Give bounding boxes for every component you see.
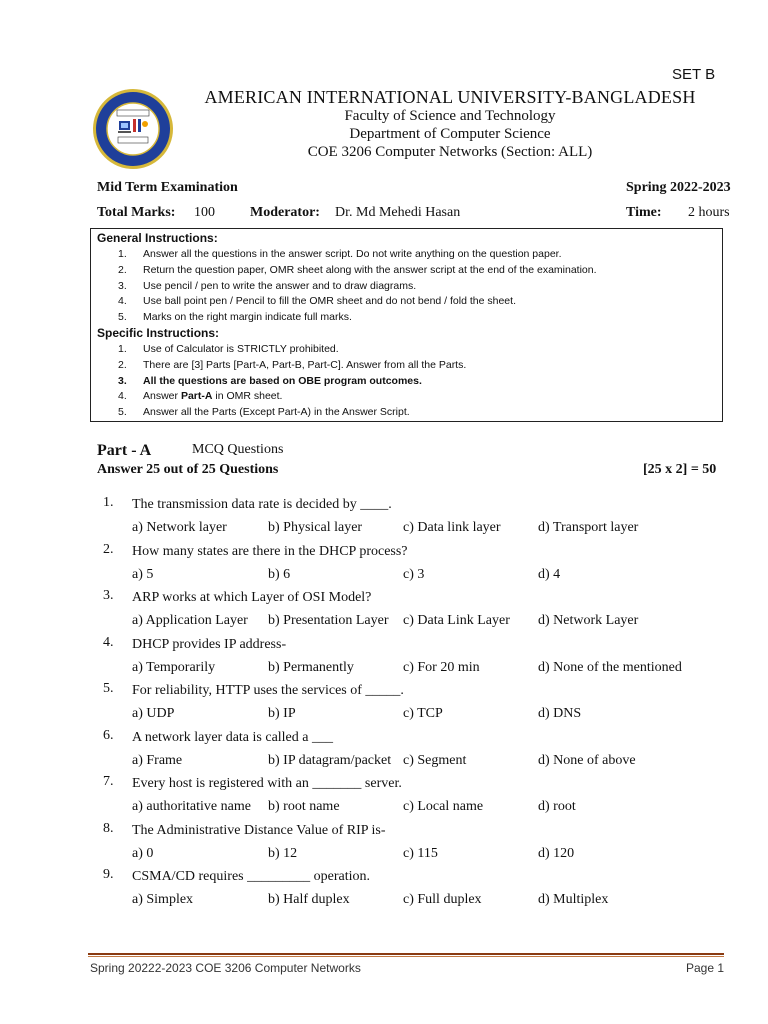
option-c: c) Segment [403,752,467,768]
question-1 [0,495,768,541]
option-a: a) Application Layer [132,613,248,628]
question-number: 9. [103,867,114,882]
footer-divider [88,953,724,955]
list-item: 1. Answer all the questions in the answer script. Do not write anything on the question paper. [118,248,562,260]
part-a-marks: [25 x 2] = 50 [643,462,717,477]
option-d: d) Multiplex [538,892,609,907]
moderator-label: Moderator: [250,205,320,220]
department-name: Department of Computer Science [349,126,551,142]
question-text: CSMA/CD requires _________ operation. [132,869,370,884]
general-instructions-list [118,247,597,326]
option-b: b) IP datagram/packet [268,752,392,768]
question-6 [0,728,768,774]
set-label: SET B [672,66,716,83]
option-a: a) Temporarily [132,659,216,675]
list-item: 2. There are [3] Parts [Part-A, Part-B, Part-C]. Answer from all the Parts. [118,358,467,371]
option-c: c) For 20 min [403,659,480,675]
question-number: 6. [103,727,114,743]
question-8 [0,821,768,867]
course-title: COE 3206 Computer Networks (Section: ALL) [307,144,593,160]
list-item: 3. Use pencil / pen to write the answer and to draw diagrams. [118,279,417,292]
list-item: 5. Marks on the right margin indicate full marks. [118,311,352,324]
option-d: d) root [538,799,576,814]
list-item: 4. Use ball point pen / Pencil to fill the OMR sheet and do not bend / fold the sheet. [118,295,516,308]
question-text: How many states are there in the DHCP process? [132,543,408,559]
option-b: b) 6 [268,566,291,582]
question-9 [0,867,768,913]
question-number: 1. [103,495,114,510]
question-text: Every host is registered with an _______ server. [132,776,402,791]
option-d: d) 120 [538,845,575,861]
option-d: d) None of above [538,752,636,768]
option-c: c) Data Link Layer [403,613,510,628]
time-value: 2 hours [688,205,730,220]
option-b: b) IP [268,706,296,721]
answer-note: Answer 25 out of 25 Questions [97,462,279,477]
option-d: d) DNS [538,706,582,721]
question-number: 5. [103,681,114,696]
option-d: d) Network Layer [538,613,639,628]
question-text: ARP works at which Layer of OSI Model? [132,590,372,605]
list-item: 1. Use of Calculator is STRICTLY prohibited. [118,343,339,355]
total-marks-value: 100 [194,205,215,220]
footer-divider-thin [88,956,724,957]
question-number: 7. [103,774,114,789]
university-name: AMERICAN INTERNATIONAL UNIVERSITY-BANGLADESH [204,87,696,107]
time-label: Time: [626,205,662,220]
question-text: The Administrative Distance Value of RIP is- [132,822,386,838]
exam-type: Mid Term Examination [97,180,238,195]
option-a: a) UDP [132,706,175,721]
option-c: c) 115 [403,845,438,861]
footer-course: Spring 20222-2023 COE 3206 Computer Networks [90,961,361,975]
question-text: DHCP provides IP address- [132,636,287,652]
question-text: A network layer data is called a ___ [132,729,333,745]
option-b: b) Presentation Layer [268,613,389,628]
option-c: c) TCP [403,706,443,721]
instructions-box [90,228,723,422]
question-4 [0,635,768,681]
list-item: 2. Return the question paper, OMR sheet along with the answer script at the end of the examination. [118,263,597,276]
question-text: The transmission data rate is decided by ____. [132,497,392,512]
question-number: 3. [103,588,114,603]
question-7 [0,774,768,820]
option-d: d) 4 [538,566,561,582]
page-number: Page 1 [686,961,725,975]
option-a: a) Simplex [132,892,194,907]
question-number: 8. [103,820,114,836]
option-c: c) Local name [403,799,484,814]
list-item: 5. Answer all the Parts (Except Part-A) in the Answer Script. [118,406,410,419]
option-d: d) None of the mentioned [538,659,682,675]
option-a: a) Network layer [132,520,227,535]
option-b: b) Permanently [268,659,354,675]
question-number: 2. [103,541,114,557]
option-a: a) authoritative name [132,799,251,814]
option-a: a) 5 [132,566,154,582]
option-b: b) Half duplex [268,892,350,907]
option-b: b) root name [268,799,340,814]
total-marks-label: Total Marks: [97,205,176,220]
specific-instructions-list [118,342,466,421]
specific-instructions-title: Specific Instructions: [97,326,220,340]
option-a: a) 0 [132,845,154,861]
question-text: For reliability, HTTP uses the services of _____. [132,683,404,698]
part-a-title: Part - A [97,442,152,459]
semester: Spring 2022-2023 [626,180,731,195]
option-a: a) Frame [132,752,183,768]
question-number: 4. [103,634,114,650]
option-c: c) Data link layer [403,520,501,535]
option-b: b) 12 [268,845,298,861]
option-c: c) 3 [403,566,425,582]
option-b: b) Physical layer [268,520,363,535]
general-instructions-title: General Instructions: [97,231,218,245]
question-5 [0,681,768,727]
faculty-name: Faculty of Science and Technology [344,108,556,124]
option-c: c) Full duplex [403,892,482,907]
list-item: 4. Answer Part-A in OMR sheet. [118,390,283,403]
question-2 [0,542,768,588]
moderator-name: Dr. Md Mehedi Hasan [335,205,461,220]
part-a-subtitle: MCQ Questions [192,442,284,457]
option-d: d) Transport layer [538,520,639,535]
question-3 [0,588,768,634]
list-item: 3. All the questions are based on OBE program outcomes. [118,374,422,387]
